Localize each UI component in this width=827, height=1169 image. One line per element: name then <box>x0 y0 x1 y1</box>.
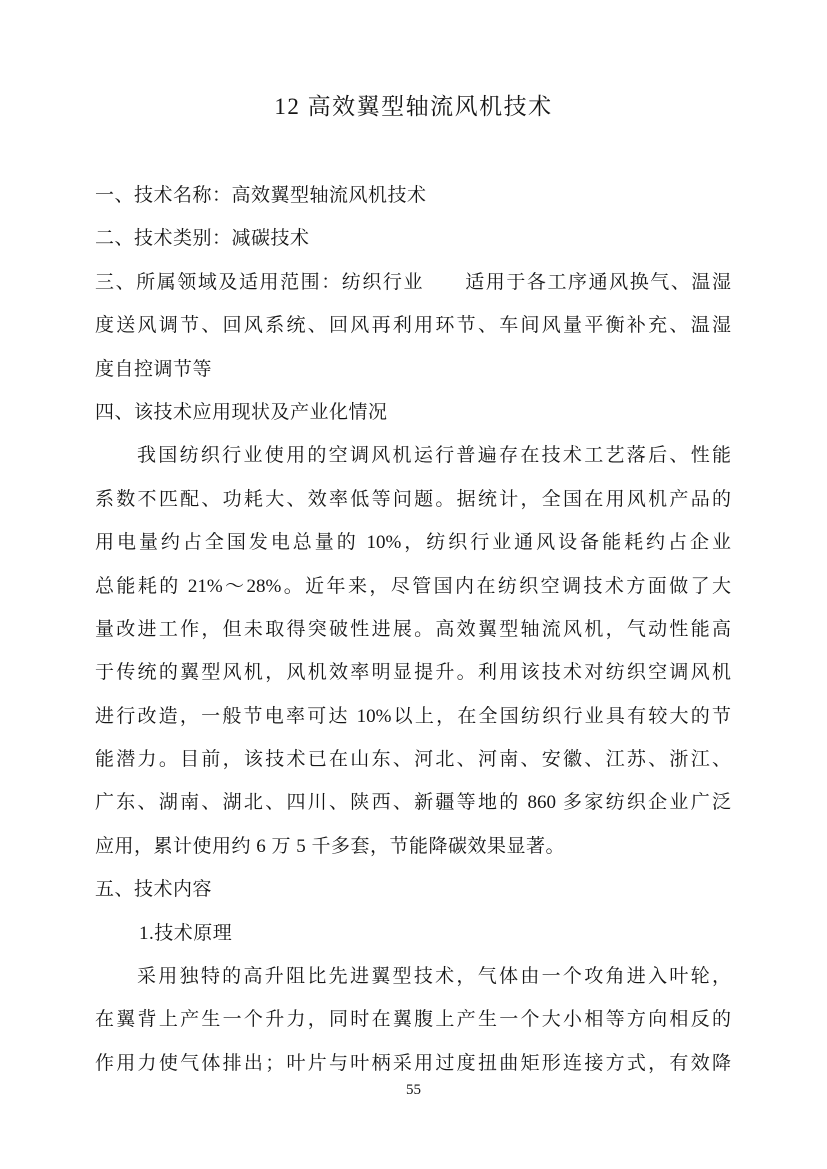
text-line: 广东、湖南、湖北、四川、陕西、新疆等地的 860 多家纺织企业广泛 <box>95 792 731 814</box>
text-line: 于传统的翼型风机，风机效率明显提升。利用该技术对纺织空调风机 <box>95 662 731 684</box>
text-line: 一、技术名称：高效翼型轴流风机技术 <box>95 185 427 206</box>
text-line: 能潜力。目前，该技术已在山东、河北、河南、安徽、江苏、浙江、 <box>95 749 731 771</box>
text-line: 五、技术内容 <box>95 879 213 901</box>
text-line: 总能耗的 21%～28%。近年来，尽管国内在纺织空调技术方面做了大 <box>95 575 731 597</box>
page-number: 55 <box>406 1082 421 1098</box>
text-line: 二、技术类别：减碳技术 <box>95 228 310 250</box>
text-line: 四、该技术应用现状及产业化情况 <box>95 401 388 423</box>
text-line: 1.技术原理 <box>139 922 233 944</box>
text-line: 采用独特的高升阻比先进翼型技术，气体由一个攻角进入叶轮， <box>137 966 731 988</box>
text-line: 系数不匹配、功耗大、效率低等问题。据统计，全国在用风机产品的 <box>95 488 731 510</box>
text-line: 我国纺织行业使用的空调风机运行普遍存在技术工艺落后、性能 <box>137 445 731 467</box>
text-line: 量改进工作，但未取得突破性进展。高效翼型轴流风机，气动性能高 <box>95 618 731 640</box>
text-line: 度送风调节、回风系统、回风再利用环节、车间风量平衡补充、温湿 <box>95 315 731 337</box>
text-line: 三、所属领域及适用范围：纺织行业 适用于各工序通风换气、温湿 <box>95 271 731 293</box>
document-body <box>95 174 731 1085</box>
text-line: 作用力使气体排出；叶片与叶柄采用过度扭曲矩形连接方式，有效降 <box>95 1052 731 1074</box>
text-line: 应用，累计使用约 6 万 5 千多套，节能降碳效果显著。 <box>95 835 566 857</box>
text-line: 用电量约占全国发电总量的 10%，纺织行业通风设备能耗约占企业 <box>95 532 731 554</box>
text-line: 进行改造，一般节电率可达 10%以上，在全国纺织行业具有较大的节 <box>95 705 731 727</box>
document-title: 12 高效翼型轴流风机技术 <box>274 94 553 119</box>
text-line: 在翼背上产生一个升力，同时在翼腹上产生一个大小相等方向相反的 <box>95 1009 731 1031</box>
text-line: 度自控调节等 <box>95 358 213 380</box>
